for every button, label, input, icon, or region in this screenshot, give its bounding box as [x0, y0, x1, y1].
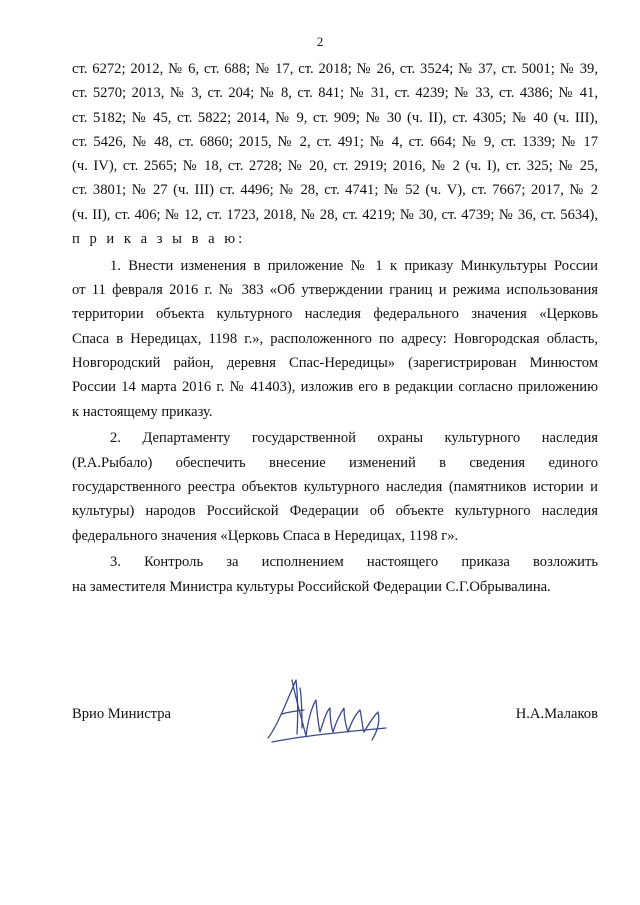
preamble-line: ст. 5182; № 45, ст. 5822; 2014, № 9, ст. 909; № 30 (ч. II), ст. 4305; № 40 (ч. III),	[72, 109, 598, 126]
signature-block	[72, 706, 598, 736]
preamble-line: ст. 5426, № 48, ст. 6860; 2015, № 2, ст. 491; № 4, ст. 664; № 9, ст. 1339; № 17	[72, 133, 598, 150]
item-line: 1. Внести изменения в приложение № 1 к приказу Минкультуры России	[110, 257, 598, 274]
preamble-line: (ч. II), ст. 406; № 12, ст. 1723, 2018, № 28, ст. 4219; № 30, ст. 4739; № 36, ст. 5634),	[72, 206, 598, 223]
item-1	[72, 254, 598, 424]
signatory-name: Н.А.Малаков	[515, 706, 598, 722]
item-line: территории объекта культурного наследия федерального значения «Церковь	[72, 306, 598, 323]
item-line: Новгородский район, деревня Спас-Нередицы» (зарегистрирован Минюстом	[72, 355, 598, 372]
item-line: на заместителя Министра культуры Российской Федерации С.Г.Обрывалина.	[72, 578, 551, 595]
preamble-line: (ч. IV), ст. 2565; № 18, ст. 2728; № 20, ст. 2919; 2016, № 2 (ч. I), ст. 325; № 25,	[72, 158, 598, 175]
item-line: 3. Контроль за исполнением настоящего приказа возложить	[110, 554, 598, 571]
order-word: п р и к а з ы в а ю:	[72, 231, 246, 248]
item-line: от 11 февраля 2016 г. № 383 «Об утверждении границ и режима использования	[72, 282, 598, 299]
preamble	[72, 57, 598, 251]
item-line: России 14 марта 2016 г. № 41403), изложив его в редакции согласно приложению	[72, 379, 598, 396]
item-3	[72, 550, 598, 599]
preamble-line: ст. 6272; 2012, № 6, ст. 688; № 17, ст. 2018; № 26, ст. 3524; № 37, ст. 5001; № 39,	[72, 61, 598, 77]
preamble-line: ст. 3801; № 27 (ч. III) ст. 4496; № 28, ст. 4741; № 52 (ч. V), ст. 7667; 2017, № 2	[72, 182, 598, 199]
document-body	[72, 57, 598, 599]
item-line: (Р.А.Рыбало) обеспечить внесение изменений в сведения единого	[72, 454, 598, 471]
item-line: к настоящему приказу.	[72, 403, 213, 420]
page-number: 2	[316, 34, 324, 49]
item-line: государственного реестра объектов культурного наследия (памятников истории и	[72, 479, 598, 496]
item-2	[72, 426, 598, 547]
item-line: федерального значения «Церковь Спаса в Нередицах, 1198 г».	[72, 527, 459, 544]
item-line: Спаса в Нередицах, 1198 г.», расположенного по адресу: Новгородская область,	[72, 330, 598, 347]
preamble-line: ст. 5270; 2013, № 3, ст. 204; № 8, ст. 841; № 31, ст. 4239; № 33, ст. 4386; № 41,	[72, 85, 598, 102]
item-line: культуры) народов Российской Федерации об объекте культурного наследия	[72, 503, 598, 520]
signatory-title: Врио Министра	[72, 706, 171, 722]
item-line: 2. Департаменту государственной охраны культурного наследия	[110, 430, 598, 447]
